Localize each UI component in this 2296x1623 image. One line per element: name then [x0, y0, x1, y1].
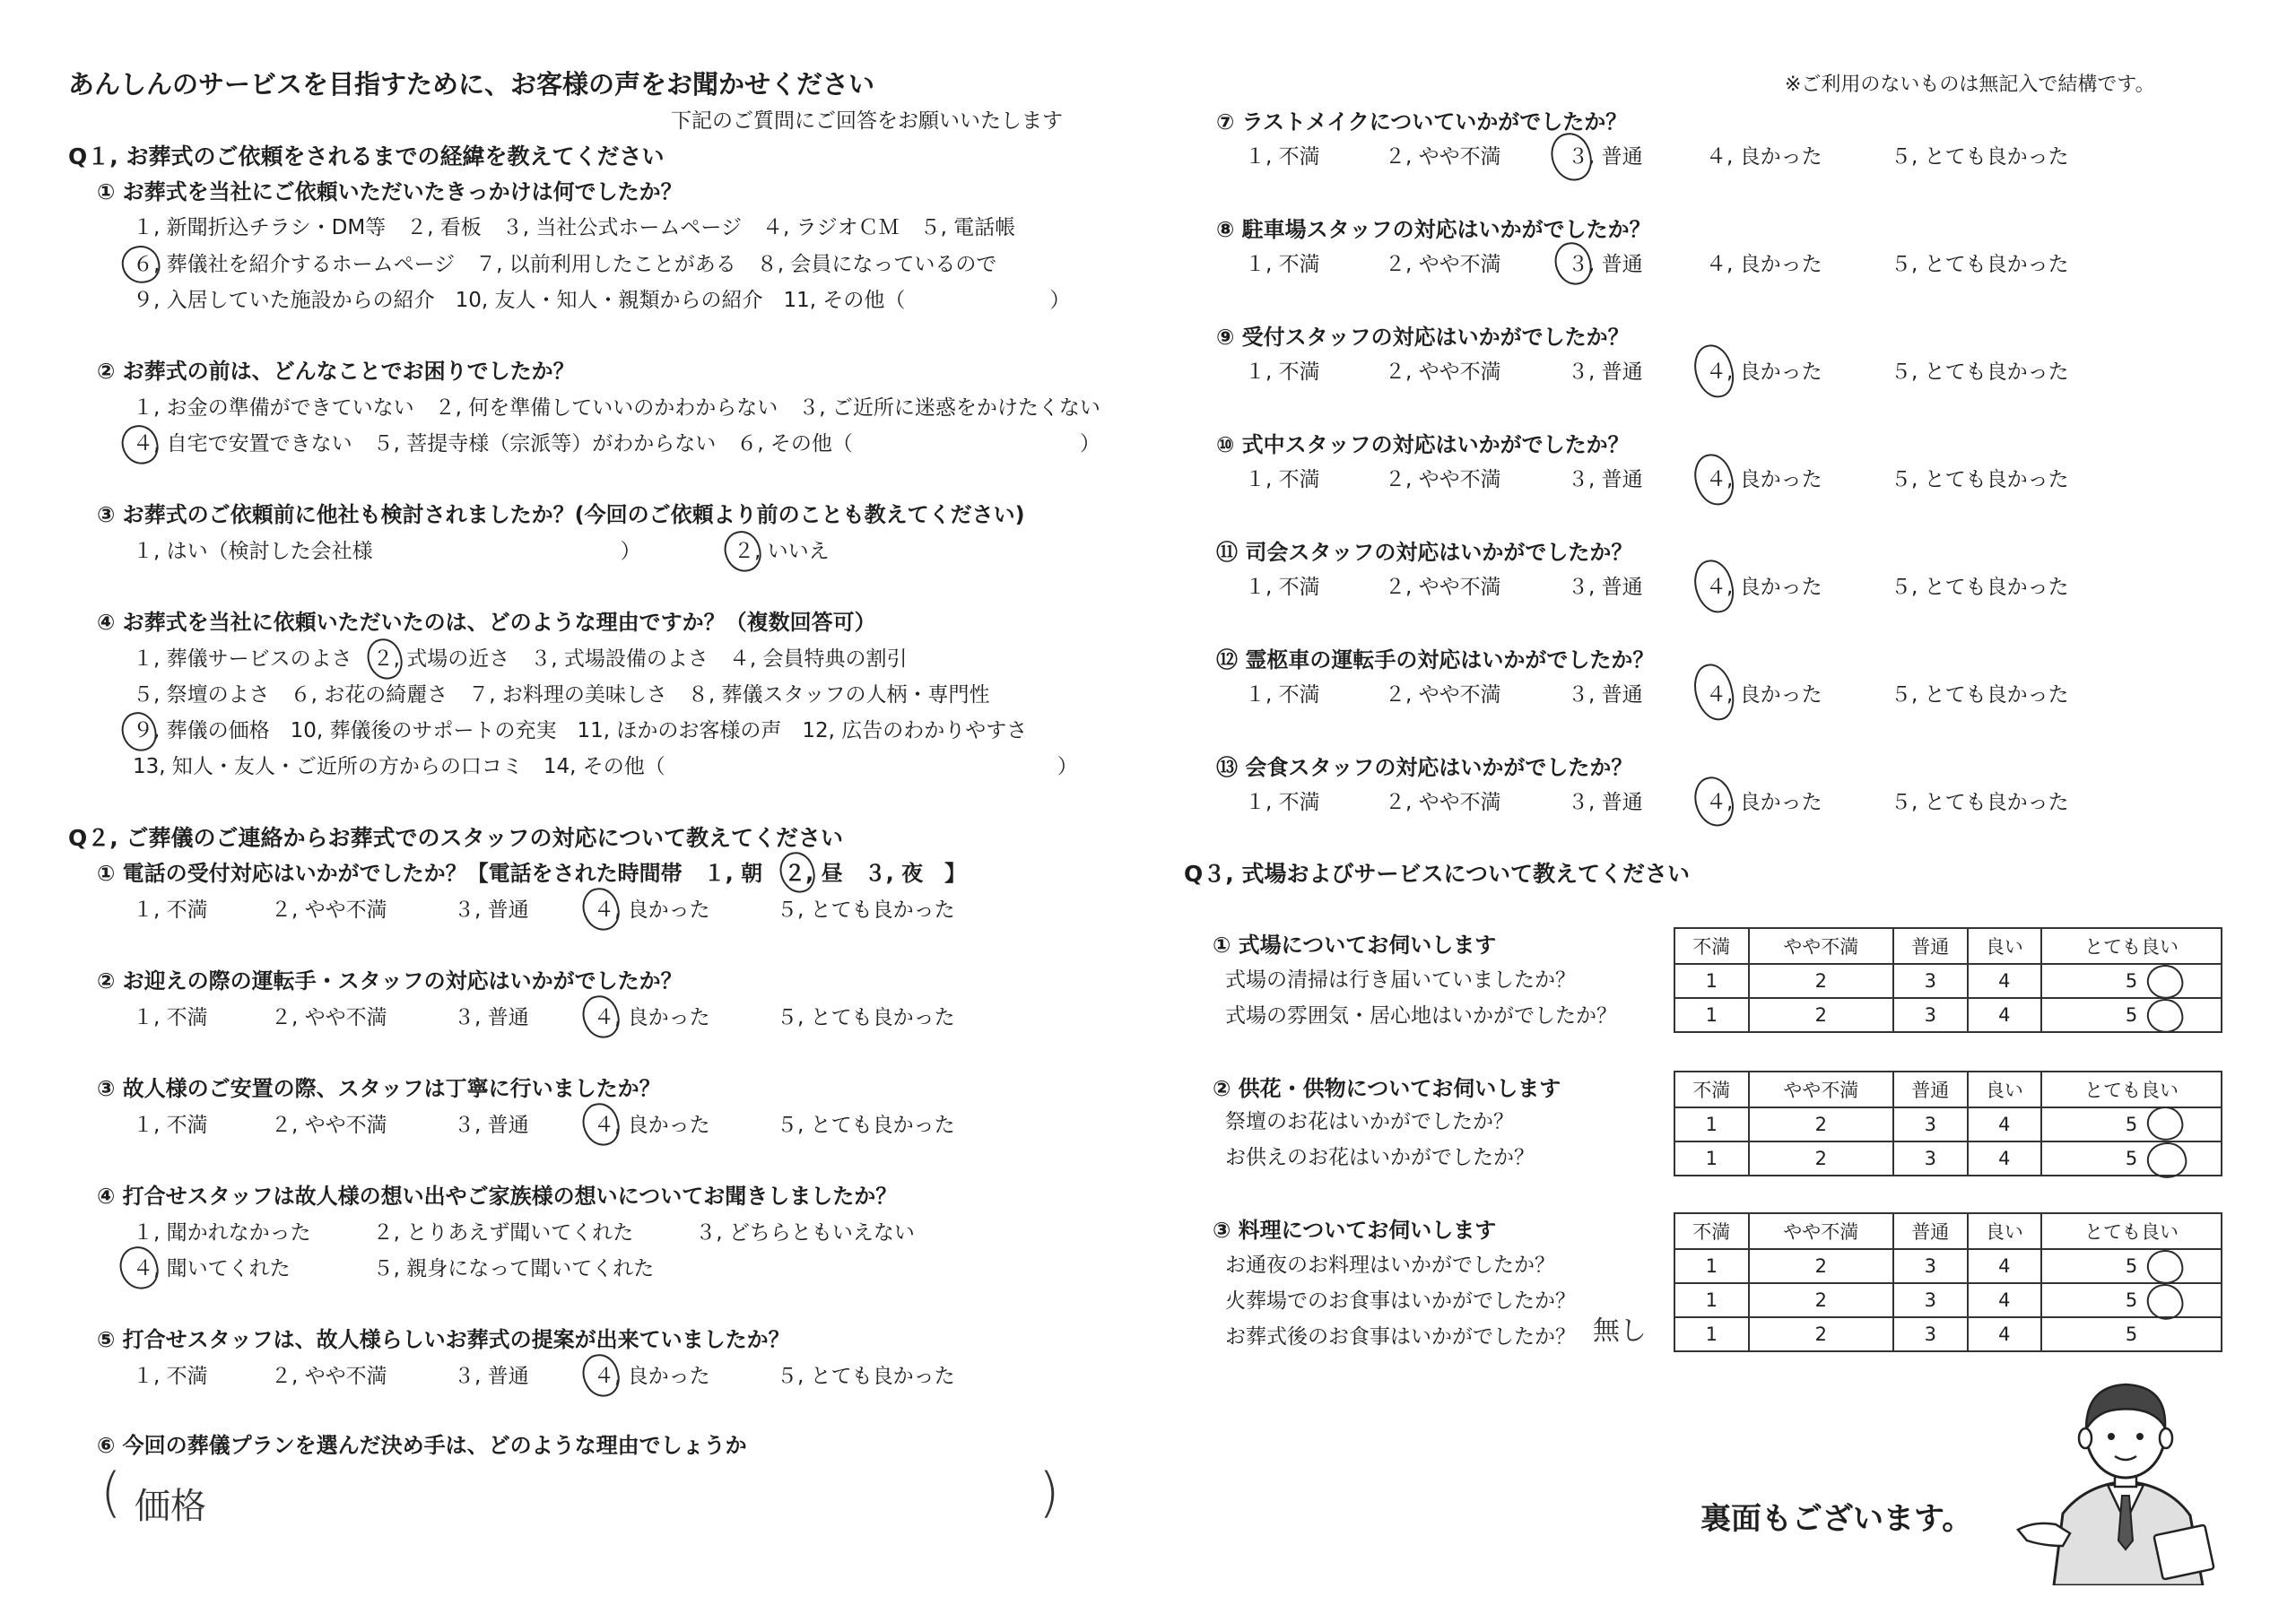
q2-4-options-line2: ４, 聞いてくれた ５, 親身になって聞いてくれた [133, 1257, 655, 1280]
q2-1-opt4: ４, 良かった [594, 898, 710, 922]
q2-1-opt1: １, 不満 [133, 898, 208, 922]
answer-circle [777, 849, 819, 897]
rating-cell: 5 [2041, 1317, 2222, 1351]
answer-circle [1690, 556, 1738, 616]
rating-cell: 2 [1749, 1141, 1893, 1176]
q3-1-title: ① 式場についてお伺いします [1213, 933, 1497, 958]
q3-2-rating-table [1674, 1071, 2222, 1176]
q2-6-question: ⑥ 今回の葬儀プランを選んだ決め手は、どのような理由でしょうか [97, 1433, 747, 1458]
q2-8-opt1: １, 不満 [1245, 253, 1320, 276]
q2-2-opt3: ３, 普通 [454, 1006, 529, 1029]
q1-1-options-line3: ９, 入居していた施設からの紹介 10, 友人・知人・親類からの紹介 11, その他（ ） [133, 289, 1071, 312]
handwritten-note: 無し [1593, 1315, 1647, 1347]
rating-cell: 3 [1893, 964, 1968, 998]
q2-5-opt3: ３, 普通 [454, 1365, 529, 1388]
header-cell: やや不満 [1749, 1072, 1893, 1107]
q2-11-opt5: ５, とても良かった [1891, 576, 2069, 599]
q2-2-opt1: １, 不満 [133, 1006, 208, 1029]
rating-cell: 3 [1893, 998, 1968, 1032]
q2-5-opt5: ５, とても良かった [777, 1365, 955, 1388]
q2-1-opt5: ５, とても良かった [777, 898, 955, 922]
q1-1-question: ① お葬式を当社にご依頼いただいたきっかけは何でしたか？ [97, 179, 683, 204]
q2-10-opt3: ３, 普通 [1568, 468, 1643, 491]
answer-circle [1690, 450, 1737, 508]
q2-12-opt5: ５, とても良かった [1891, 683, 2069, 707]
q3-3-row3-label: お葬式後のお食事はいかがでしたか？ [1225, 1325, 1576, 1349]
q2-12-opt1: １, 不満 [1245, 683, 1320, 707]
answer-circle [118, 709, 160, 755]
q2-10-opt1: １, 不満 [1245, 468, 1320, 491]
rating-cell: 3 [1893, 1107, 1968, 1141]
rating-cell: 1 [1674, 1249, 1749, 1283]
q2-12-opt2: ２, やや不満 [1385, 683, 1501, 707]
q2-2-opt2: ２, やや不満 [271, 1006, 387, 1029]
header-cell: とても良い [2041, 1072, 2222, 1107]
rating-cell: 4 [1968, 1107, 2042, 1141]
rating-cell: 1 [1674, 998, 1749, 1032]
rating-cell-selected: 5 [2041, 1141, 2222, 1176]
answer-paren-close: ) [1039, 1462, 1060, 1524]
q2-11-opt1: １, 不満 [1245, 576, 1320, 599]
answer-circle [1547, 129, 1596, 185]
q2-3-opt3: ３, 普通 [454, 1114, 529, 1137]
answer-circle [578, 884, 622, 933]
q3-1-row2-label: 式場の雰囲気・居心地はいかがでしたか？ [1225, 1004, 1617, 1028]
q2-5-opt1: １, 不満 [133, 1365, 208, 1388]
q3-3-row2-label: 火葬場でのお食事はいかがでしたか？ [1225, 1289, 1576, 1313]
answer-circle [578, 992, 622, 1041]
q3-2-title: ② 供花・供物についてお伺いします [1213, 1076, 1561, 1101]
answer-circle [364, 636, 406, 683]
q2-1-opt3: ３, 普通 [454, 898, 529, 922]
q2-7-opt5: ５, とても良かった [1891, 145, 2069, 169]
q2-2-opt5: ５, とても良かった [777, 1006, 955, 1029]
q1-1-options-line2: ６, 葬儀社を紹介するホームページ ７, 以前利用したことがある ８, 会員になっているので [133, 253, 997, 276]
q1-heading: Q１, お葬式のご依頼をされるまでの経緯を教えてください [68, 143, 665, 169]
rating-cell: 2 [1749, 1249, 1893, 1283]
q1-4-options-line1: １, 葬儀サービスのよさ ２, 式場の近さ ３, 式場設備のよさ ４, 会員特典の割引 [133, 647, 908, 671]
q3-2-row2-label: お供えのお花はいかがでしたか？ [1225, 1146, 1535, 1169]
q3-3-title: ③ 料理についてお伺いします [1213, 1218, 1497, 1243]
answer-circle [578, 1350, 622, 1400]
rating-cell: 2 [1749, 1317, 1893, 1351]
q2-1-opt2: ２, やや不満 [271, 898, 387, 922]
q2-13-opt2: ２, やや不満 [1385, 791, 1501, 814]
header-cell: とても良い [2041, 1213, 2222, 1249]
rating-cell: 1 [1674, 1141, 1749, 1176]
q1-3-option-no: ２, いいえ [734, 540, 830, 563]
rating-cell: 3 [1893, 1283, 1968, 1317]
rating-cell: 3 [1893, 1317, 1968, 1351]
q2-2-opt4: ４, 良かった [594, 1006, 710, 1029]
header-cell: 普通 [1893, 1072, 1968, 1107]
q2-7-opt3: ３, 普通 [1568, 145, 1643, 169]
rating-cell-selected: 5 [2041, 1107, 2222, 1141]
rating-cell: 4 [1968, 1249, 2042, 1283]
q2-7-opt2: ２, やや不満 [1385, 145, 1501, 169]
q2-5-question: ⑤ 打合せスタッフは、故人様らしいお葬式の提案が出来ていましたか？ [97, 1327, 790, 1352]
q2-4-options-line1: １, 聞かれなかった ２, とりあえず聞いてくれた ３, どちらともいえない [133, 1221, 915, 1245]
header-cell: やや不満 [1749, 1213, 1893, 1249]
answer-paren-open: ( [100, 1462, 122, 1524]
q2-8-opt5: ５, とても良かった [1891, 253, 2069, 276]
header-cell: やや不満 [1749, 928, 1893, 964]
rating-cell: 2 [1749, 1107, 1893, 1141]
q2-8-opt3: ３, 普通 [1568, 253, 1643, 276]
answer-circle [578, 1099, 622, 1149]
rating-cell: 4 [1968, 964, 2042, 998]
back-side-note: 裏面もございます。 [1700, 1501, 1973, 1537]
q2-13-opt1: １, 不満 [1245, 791, 1320, 814]
q2-2-question: ② お迎えの際の運転手・スタッフの対応はいかがでしたか？ [97, 968, 683, 994]
q2-9-opt3: ３, 普通 [1568, 360, 1643, 384]
q2-3-opt1: １, 不満 [133, 1114, 208, 1137]
rating-cell: 4 [1968, 1317, 2042, 1351]
answer-circle [1691, 773, 1738, 830]
answer-circle [1690, 341, 1738, 401]
page-title: あんしんのサービスを目指すために、お客様の声をお聞かせください [68, 69, 875, 100]
answer-circle [116, 1243, 161, 1293]
q2-11-opt2: ２, やや不満 [1385, 576, 1501, 599]
answer-circle [118, 242, 163, 287]
q2-5-opt2: ２, やや不満 [271, 1365, 387, 1388]
q2-13-question: ⑬ 会食スタッフの対応はいかがでしたか？ [1216, 755, 1633, 780]
header-cell: 普通 [1893, 928, 1968, 964]
q2-3-question: ③ 故人様のご安置の際、スタッフは丁寧に行いましたか？ [97, 1076, 661, 1101]
header-cell: 良い [1968, 928, 2042, 964]
header-cell: 良い [1968, 1072, 2042, 1107]
rating-cell: 2 [1749, 964, 1893, 998]
q2-8-opt4: ４, 良かった [1706, 253, 1822, 276]
rating-cell-selected: 5 [2041, 964, 2222, 998]
q3-3-rating-table [1674, 1212, 2222, 1352]
rating-cell: 1 [1674, 1317, 1749, 1351]
q2-10-opt5: ５, とても良かった [1891, 468, 2069, 491]
header-cell: 不満 [1674, 928, 1749, 964]
q1-3-option-yes: １, はい（検討した会社様 ） [133, 540, 641, 563]
note-unused-items: ※ご利用のないものは無記入で結構です。 [1785, 74, 2155, 96]
answer-circle [721, 527, 765, 575]
answer-circle [1551, 239, 1595, 288]
q3-1-rating-table [1674, 927, 2222, 1033]
q2-5-opt4: ４, 良かった [594, 1365, 710, 1388]
rating-cell-selected: 5 [2041, 998, 2222, 1032]
q1-1-options-line1: １, 新聞折込チラシ・DM等 ２, 看板 ３, 当社公式ホームページ ４, ラジオＣＭ ５, 電話帳 [133, 216, 1016, 239]
rating-cell-selected: 5 [2041, 1283, 2222, 1317]
q2-3-opt4: ４, 良かった [594, 1114, 710, 1137]
q3-2-row1-label: 祭壇のお花はいかがでしたか？ [1225, 1110, 1514, 1133]
q2-11-question: ⑪ 司会スタッフの対応はいかがでしたか？ [1216, 540, 1633, 565]
page-subtitle: 下記のご質問にご回答をお願いいたします [671, 109, 1063, 133]
handwritten-answer: 価格 [135, 1486, 206, 1527]
q2-11-opt3: ３, 普通 [1568, 576, 1643, 599]
q2-9-opt4: ４, 良かった [1706, 360, 1822, 384]
q2-13-opt3: ３, 普通 [1568, 791, 1643, 814]
q3-3-row1-label: お通夜のお料理はいかがでしたか？ [1225, 1254, 1555, 1277]
rating-cell: 1 [1674, 964, 1749, 998]
header-cell: 不満 [1674, 1213, 1749, 1249]
q1-4-options-line3: ９, 葬儀の価格 10, 葬儀後のサポートの充実 11, ほかのお客様の声 12, 広告のわかりやすさ [133, 719, 1028, 742]
q2-8-opt2: ２, やや不満 [1385, 253, 1501, 276]
q2-heading: Q２, ご葬儀のご連絡からお葬式でのスタッフの対応について教えてください [68, 825, 843, 851]
q3-heading: Q３, 式場およびサービスについて教えてください [1184, 861, 1690, 887]
header-cell: とても良い [2041, 928, 2222, 964]
q2-3-opt5: ５, とても良かった [777, 1114, 955, 1137]
q2-9-question: ⑨ 受付スタッフの対応はいかがでしたか？ [1216, 325, 1630, 350]
q2-13-opt4: ４, 良かった [1706, 791, 1822, 814]
q3-1-row1-label: 式場の清掃は行き届いていましたか？ [1225, 968, 1576, 992]
rating-cell: 4 [1968, 1283, 2042, 1317]
header-cell: 不満 [1674, 1072, 1749, 1107]
rating-cell: 4 [1968, 1141, 2042, 1176]
q1-2-question: ② お葬式の前は、どんなことでお困りでしたか？ [97, 359, 575, 384]
q2-12-opt4: ４, 良かった [1706, 683, 1822, 707]
q2-10-opt2: ２, やや不満 [1385, 468, 1501, 491]
rating-cell: 3 [1893, 1249, 1968, 1283]
rating-cell: 3 [1893, 1141, 1968, 1176]
q2-9-opt5: ５, とても良かった [1891, 360, 2069, 384]
q2-9-opt1: １, 不満 [1245, 360, 1320, 384]
q2-4-question: ④ 打合せスタッフは故人様の想い出やご家族様の想いについてお聞きしましたか？ [97, 1184, 898, 1209]
q2-12-question: ⑫ 霊柩車の運転手の対応はいかがでしたか？ [1216, 647, 1655, 673]
q2-12-opt3: ３, 普通 [1568, 683, 1643, 707]
q1-3-question: ③ お葬式のご依頼前に他社も検討されましたか？(今回のご依頼より前のことも教えてください) [97, 502, 1025, 527]
q2-9-opt2: ２, やや不満 [1385, 360, 1501, 384]
q1-4-question: ④ お葬式を当社に依頼いただいたのは、どのような理由ですか？（複数回答可） [97, 610, 876, 635]
q2-10-opt4: ４, 良かった [1706, 468, 1822, 491]
q2-1-question: ① 電話の受付対応はいかがでしたか？【電話をされた時間帯 １, 朝 ２, 昼 ３, 夜 】 [97, 861, 967, 886]
answer-circle [1690, 660, 1738, 724]
rating-cell-selected: 5 [2041, 1249, 2222, 1283]
rating-cell: 2 [1749, 1283, 1893, 1317]
q2-13-opt5: ５, とても良かった [1891, 791, 2069, 814]
q1-2-options-line1: １, お金の準備ができていない ２, 何を準備していいのかわからない ３, ご近所に迷惑をかけたくない [133, 396, 1100, 420]
answer-circle [118, 421, 161, 467]
q2-3-opt2: ２, やや不満 [271, 1114, 387, 1137]
q2-8-question: ⑧ 駐車場スタッフの対応はいかがでしたか？ [1216, 217, 1651, 242]
rating-cell: 1 [1674, 1283, 1749, 1317]
q2-11-opt4: ４, 良かった [1706, 576, 1822, 599]
q2-7-opt1: １, 不満 [1245, 145, 1320, 169]
q1-4-options-line4: 13, 知人・友人・ご近所の方からの口コミ 14, その他（ ） [133, 755, 1078, 778]
q1-2-options-line2: ４, 自宅で安置できない ５, 菩提寺様（宗派等）がわからない ６, その他（ ） [133, 432, 1100, 456]
q2-7-question: ⑦ ラストメイクについていかがでしたか？ [1216, 109, 1628, 135]
q2-7-opt4: ４, 良かった [1706, 145, 1822, 169]
q2-10-question: ⑩ 式中スタッフの対応はいかがでしたか？ [1216, 432, 1630, 457]
rating-cell: 1 [1674, 1107, 1749, 1141]
staff-illustration-icon [2000, 1370, 2260, 1585]
header-cell: 普通 [1893, 1213, 1968, 1249]
rating-cell: 4 [1968, 998, 2042, 1032]
rating-cell: 2 [1749, 998, 1893, 1032]
header-cell: 良い [1968, 1213, 2042, 1249]
q1-4-options-line2: ５, 祭壇のよさ ６, お花の綺麗さ ７, お料理の美味しさ ８, 葬儀スタッフの人柄・専門性 [133, 683, 990, 707]
